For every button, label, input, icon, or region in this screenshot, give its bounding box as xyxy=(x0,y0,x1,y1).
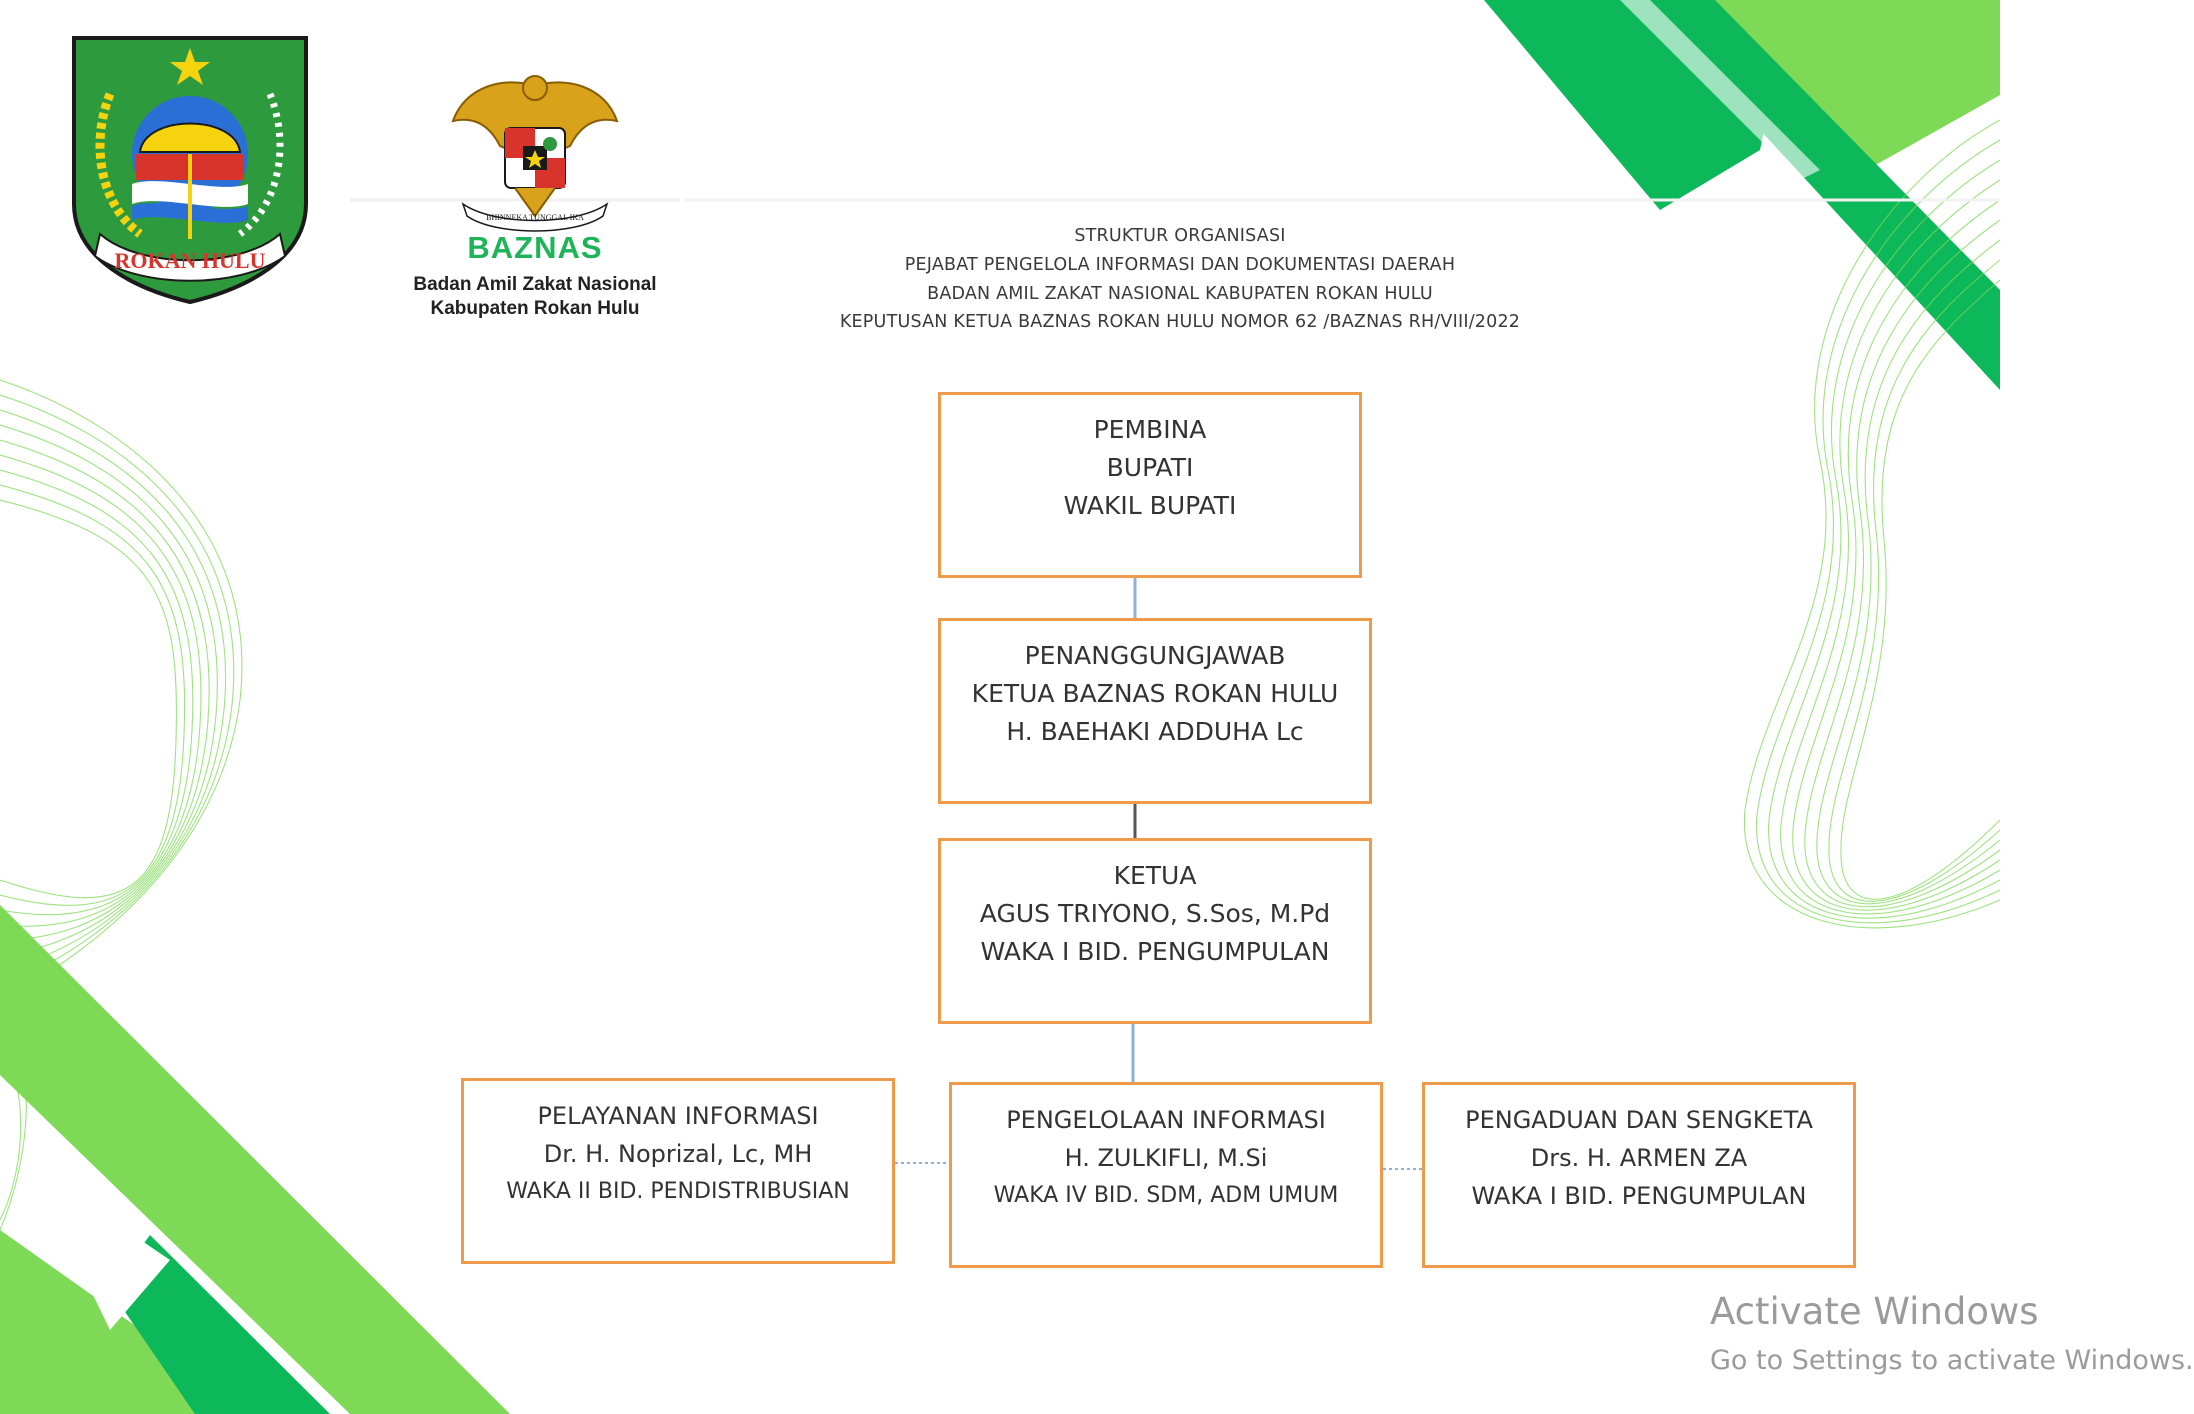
pengelolaan-role: PENGELOLAAN INFORMASI xyxy=(1006,1106,1326,1134)
ketua-role: KETUA xyxy=(1113,861,1197,890)
header-line-3: BADAN AMIL ZAKAT NASIONAL KABUPATEN ROKAN HULU xyxy=(927,284,1433,304)
org-box-pengelolaan-informasi xyxy=(949,1082,1383,1268)
baznas-subtitle-1: Badan Amil Zakat Nasional xyxy=(413,274,657,295)
baznas-title: BAZNAS xyxy=(467,230,603,265)
org-box-pembina xyxy=(938,392,1362,578)
org-box-pengaduan-sengketa xyxy=(1422,1082,1856,1268)
garuda-motto-text: BHINNEKA TUNGGAL IKA xyxy=(486,213,584,222)
activate-windows-hint: Go to Settings to activate Windows. xyxy=(1710,1345,2194,1376)
org-box-pelayanan-informasi xyxy=(461,1078,895,1264)
pelayanan-role: PELAYANAN INFORMASI xyxy=(537,1102,819,1130)
pengelolaan-name: H. ZULKIFLI, M.Si xyxy=(1064,1144,1268,1172)
pembina-role: PEMBINA xyxy=(1093,415,1207,444)
header-line-2: PEJABAT PENGELOLA INFORMASI DAN DOKUMENTASI DAERAH xyxy=(904,255,1456,275)
penanggungjawab-line-3: H. BAEHAKI ADDUHA Lc xyxy=(1006,717,1304,746)
rokan-hulu-emblem xyxy=(70,34,310,306)
pengaduan-position: WAKA I BID. PENGUMPULAN xyxy=(1471,1182,1807,1210)
baznas-subtitle-2: Kabupaten Rokan Hulu xyxy=(430,298,640,319)
pelayanan-name: Dr. H. Noprizal, Lc, MH xyxy=(543,1140,813,1168)
pengaduan-role: PENGADUAN DAN SENGKETA xyxy=(1465,1106,1813,1134)
penanggungjawab-role: PENANGGUNGJAWAB xyxy=(1024,641,1286,670)
header-title: STRUKTUR ORGANISASI xyxy=(1074,226,1286,246)
pembina-line-3: WAKIL BUPATI xyxy=(1063,491,1237,520)
penanggungjawab-line-2: KETUA BAZNAS ROKAN HULU xyxy=(971,679,1339,708)
rokan-hulu-emblem-text: ROKAN HULU xyxy=(114,248,266,273)
header-line-4: KEPUTUSAN KETUA BAZNAS ROKAN HULU NOMOR 62 /BAZNAS RH/VIII/2022 xyxy=(839,312,1521,332)
pengaduan-name: Drs. H. ARMEN ZA xyxy=(1530,1144,1748,1172)
org-box-penanggungjawab xyxy=(938,618,1372,804)
pembina-line-2: BUPATI xyxy=(1106,453,1194,482)
pengelolaan-position: WAKA IV BID. SDM, ADM UMUM xyxy=(993,1183,1339,1208)
ketua-position: WAKA I BID. PENGUMPULAN xyxy=(980,937,1330,966)
activate-windows-watermark: Activate Windows xyxy=(1710,1290,2039,1333)
org-box-ketua xyxy=(938,838,1372,1024)
pelayanan-position: WAKA II BID. PENDISTRIBUSIAN xyxy=(506,1179,850,1204)
garuda-pancasila-emblem xyxy=(445,66,625,236)
ketua-name: AGUS TRIYONO, S.Sos, M.Pd xyxy=(979,899,1331,928)
